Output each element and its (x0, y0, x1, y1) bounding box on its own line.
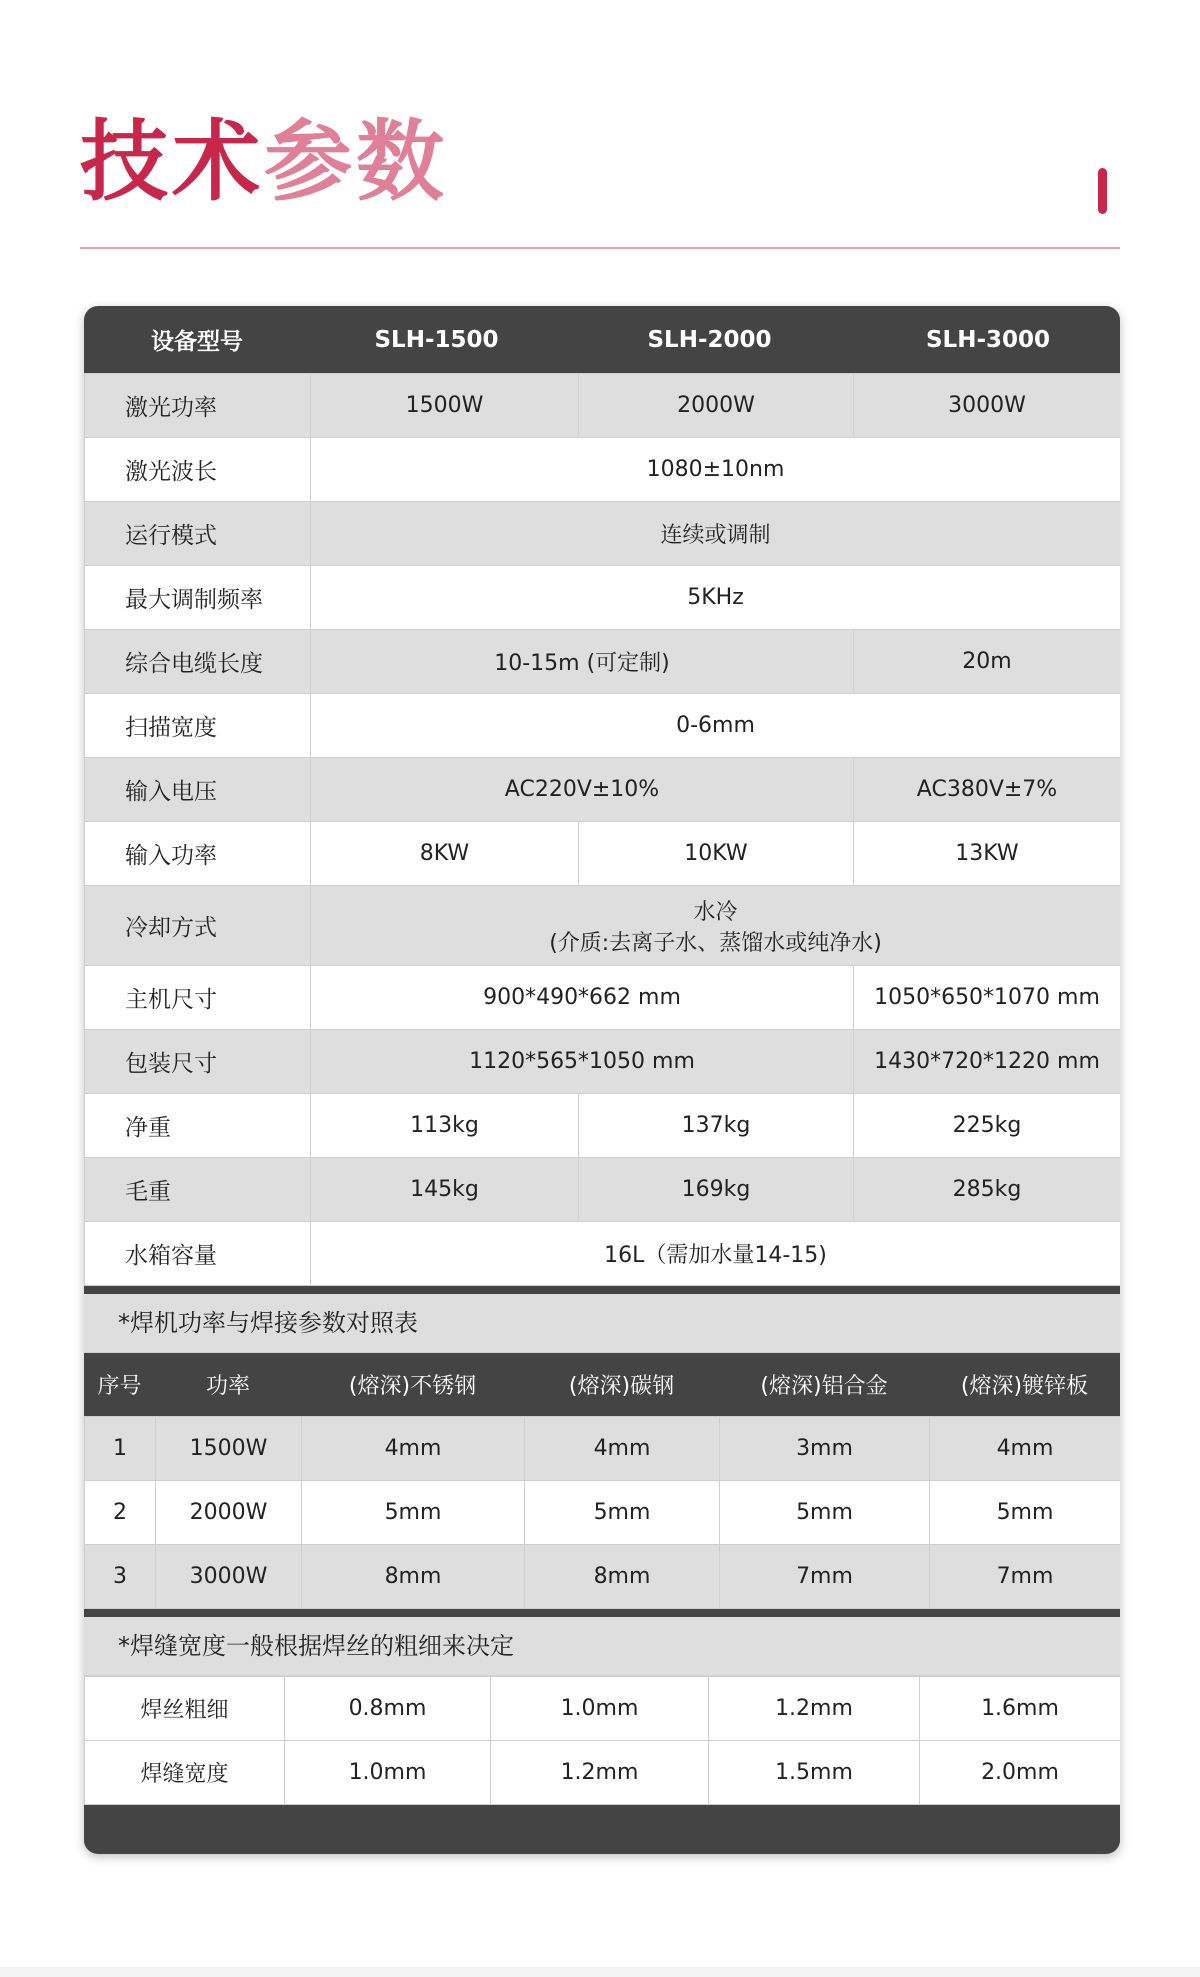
cell: 1.0mm (491, 1677, 709, 1741)
cooling-line2: (介质:去离子水、蒸馏水或纯净水) (549, 930, 882, 956)
cooling-cell (311, 886, 1121, 966)
page-title-part2: 参数 (264, 110, 449, 213)
header-model: 设备型号 (151, 329, 243, 355)
header-slh1500: SLH-1500 (374, 326, 499, 353)
seam-section-title: *焊缝宽度一般根据焊丝的粗细来决定 (84, 1617, 1120, 1676)
table-row (85, 374, 1121, 438)
card-footer-band (84, 1805, 1120, 1847)
table-row (85, 886, 1121, 966)
row-label: 输入功率 (85, 822, 311, 886)
header-slh2000: SLH-2000 (647, 326, 772, 353)
table-row (85, 758, 1121, 822)
cell: 285kg (854, 1158, 1121, 1222)
cell: 1.2mm (709, 1677, 920, 1741)
cell: 1500W (156, 1417, 302, 1481)
cell: 5mm (720, 1481, 930, 1545)
cell: 4mm (302, 1417, 525, 1481)
cell: 2 (85, 1481, 156, 1545)
table-row (85, 1222, 1121, 1286)
cell: 1.0mm (285, 1741, 491, 1805)
spec-table (84, 373, 1120, 1286)
row-label: 综合电缆长度 (85, 630, 311, 694)
row-label: 冷却方式 (85, 886, 311, 966)
table-row (85, 1481, 1121, 1545)
header-galvanized: (熔深)镀锌板 (960, 1374, 1089, 1399)
cooling-line1: 水冷 (693, 899, 738, 925)
cell: 20m (854, 630, 1121, 694)
table-row (85, 822, 1121, 886)
cell: 连续或调制 (311, 502, 1121, 566)
page-bottom-strip (0, 1967, 1200, 1977)
cell: 5mm (302, 1481, 525, 1545)
row-label: 输入电压 (85, 758, 311, 822)
table-row (85, 694, 1121, 758)
cell: 145kg (311, 1158, 579, 1222)
cell: AC220V±10% (311, 758, 854, 822)
cell: 0-6mm (311, 694, 1121, 758)
table-row (85, 1545, 1121, 1609)
table-row (85, 438, 1121, 502)
section-separator (84, 1609, 1120, 1617)
table-row (85, 630, 1121, 694)
cell: 1080±10nm (311, 438, 1121, 502)
header-power: 功率 (205, 1374, 250, 1399)
cell: 3 (85, 1545, 156, 1609)
cell: 5mm (525, 1481, 720, 1545)
cell: 1.5mm (709, 1741, 920, 1805)
row-label: 激光波长 (85, 438, 311, 502)
row-label: 激光功率 (85, 374, 311, 438)
table-row (85, 502, 1121, 566)
cell: 1120*565*1050 mm (311, 1030, 854, 1094)
cell: 0.8mm (285, 1677, 491, 1741)
cell: 1430*720*1220 mm (854, 1030, 1121, 1094)
table-row (85, 1417, 1121, 1481)
cell: 169kg (579, 1158, 854, 1222)
row-label: 净重 (85, 1094, 311, 1158)
cell: 2.0mm (920, 1741, 1121, 1805)
cell: 10KW (579, 822, 854, 886)
cell: 3000W (854, 374, 1121, 438)
cell: 8KW (311, 822, 579, 886)
cell: AC380V±7% (854, 758, 1121, 822)
weld-table (84, 1416, 1120, 1609)
table-row (85, 1158, 1121, 1222)
table-row (85, 1677, 1121, 1741)
header-carbon: (熔深)碳钢 (568, 1374, 675, 1399)
row-label: 焊缝宽度 (85, 1741, 285, 1805)
weld-section-title: *焊机功率与焊接参数对照表 (84, 1294, 1120, 1353)
header-slh3000: SLH-3000 (925, 326, 1051, 353)
cell: 900*490*662 mm (311, 966, 854, 1030)
cell: 16L（需加水量14-15) (311, 1222, 1121, 1286)
row-label: 包装尺寸 (85, 1030, 311, 1094)
table-row (85, 1094, 1121, 1158)
cell: 2000W (579, 374, 854, 438)
cell: 1.6mm (920, 1677, 1121, 1741)
cell: 10-15m (可定制) (311, 630, 854, 694)
table-row (85, 1741, 1121, 1805)
row-label: 毛重 (85, 1158, 311, 1222)
page-title (80, 110, 449, 213)
row-label: 焊丝粗细 (85, 1677, 285, 1741)
cell: 8mm (302, 1545, 525, 1609)
cell: 2000W (156, 1481, 302, 1545)
seam-table (84, 1676, 1120, 1805)
spec-card (84, 306, 1120, 1854)
cell: 1.2mm (491, 1741, 709, 1805)
cell: 1500W (311, 374, 579, 438)
row-label: 运行模式 (85, 502, 311, 566)
title-divider (80, 247, 1120, 249)
cell: 3000W (156, 1545, 302, 1609)
cell: 4mm (930, 1417, 1121, 1481)
cell: 5KHz (311, 566, 1121, 630)
row-label: 最大调制频率 (85, 566, 311, 630)
cell: 1050*650*1070 mm (854, 966, 1121, 1030)
cell: 137kg (579, 1094, 854, 1158)
cell: 13KW (854, 822, 1121, 886)
cell: 7mm (720, 1545, 930, 1609)
cell: 3mm (720, 1417, 930, 1481)
table-row (85, 566, 1121, 630)
cell: 113kg (311, 1094, 579, 1158)
cell: 5mm (930, 1481, 1121, 1545)
row-label: 主机尺寸 (85, 966, 311, 1030)
weld-table-header (84, 1353, 1120, 1416)
header-stainless: (熔深)不锈钢 (348, 1374, 477, 1399)
spec-table-header (84, 306, 1120, 373)
section-separator (84, 1286, 1120, 1294)
cell: 7mm (930, 1545, 1121, 1609)
cell: 225kg (854, 1094, 1121, 1158)
table-row (85, 1030, 1121, 1094)
cell: 1 (85, 1417, 156, 1481)
cell: 4mm (525, 1417, 720, 1481)
row-label: 水箱容量 (85, 1222, 311, 1286)
page-title-part1: 技术 (80, 110, 265, 213)
row-label: 扫描宽度 (85, 694, 311, 758)
table-row (85, 966, 1121, 1030)
cell: 8mm (525, 1545, 720, 1609)
header-index: 序号 (97, 1374, 142, 1399)
header-aluminum: (熔深)铝合金 (760, 1374, 888, 1399)
title-accent-mark (1098, 168, 1107, 214)
